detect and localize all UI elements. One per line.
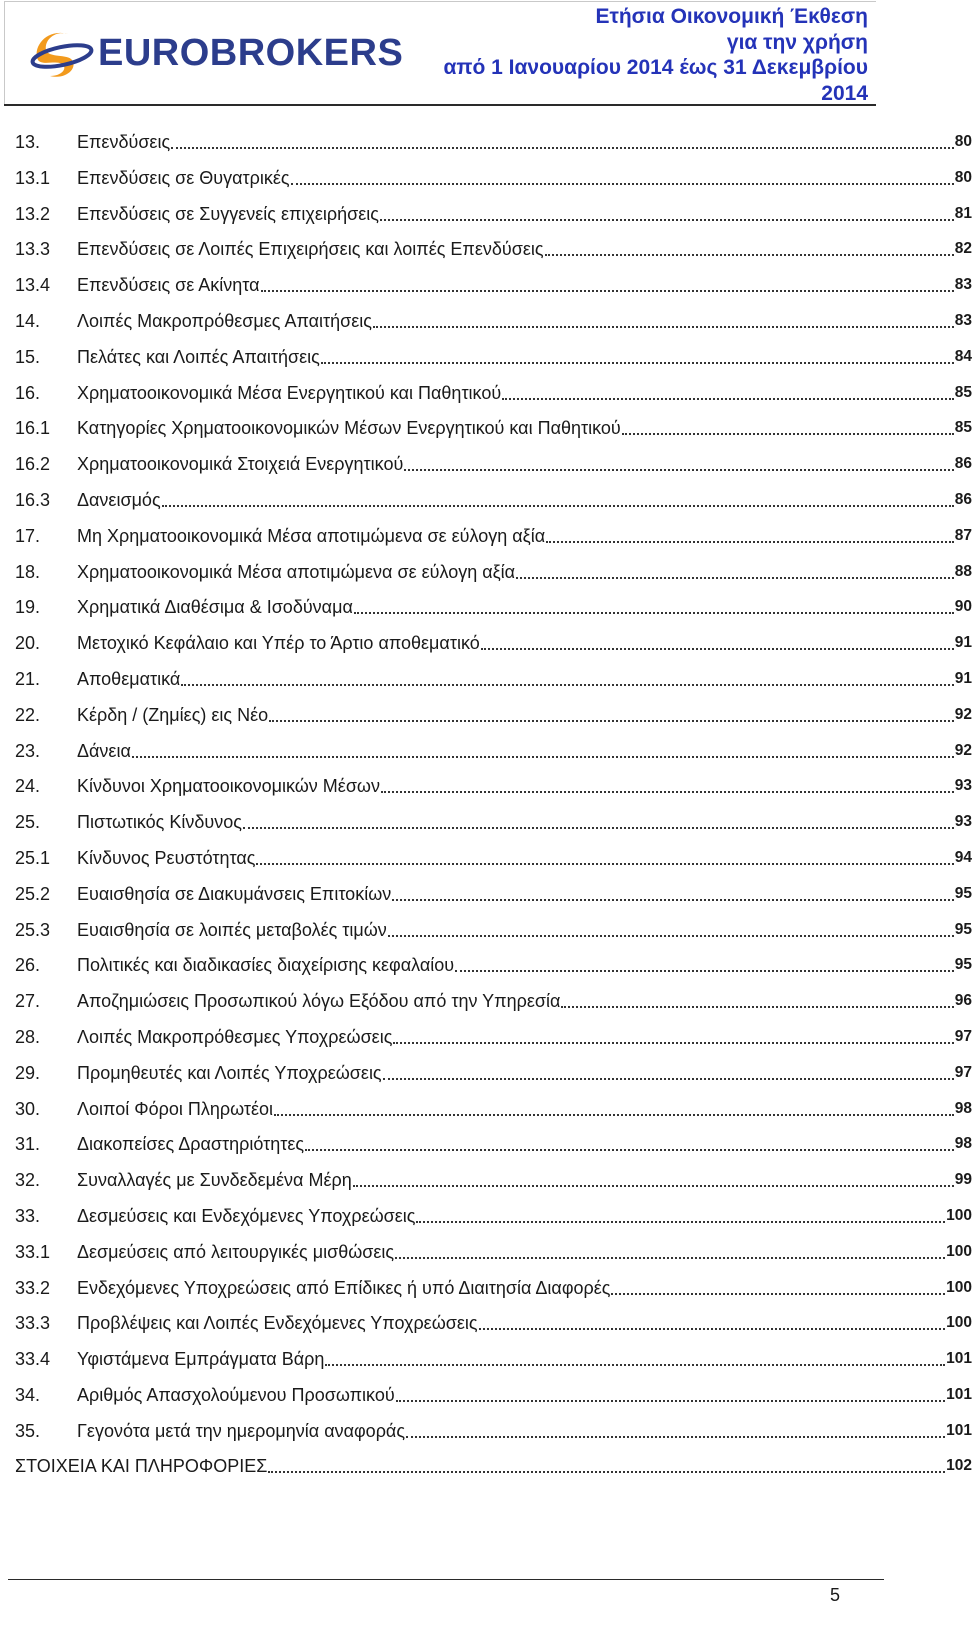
toc-dot-leader [545,231,954,267]
toc-entry-line [77,1341,972,1377]
toc-dot-leader [256,840,953,876]
toc-entry[interactable] [15,1162,972,1198]
toc-entry-number: 17. [15,525,41,546]
toc-dot-leader [383,1055,954,1091]
toc-entry-line [15,1448,972,1484]
toc-entry-number: 33.2 [15,1277,51,1298]
toc-entry-line [77,912,972,948]
toc-entry-title: Προμηθευτές και Λοιπές Υποχρεώσεις [77,1062,382,1083]
toc-entry-number: 18. [15,561,41,582]
toc-entry-page: 95 [954,884,972,902]
toc-entry-line [77,625,972,661]
toc-entry-page: 101 [946,1350,972,1368]
toc-entry-page: 101 [946,1385,972,1403]
toc-entry[interactable] [15,804,972,840]
toc-entry-number: 33.4 [15,1349,51,1370]
toc-entry-title: Επενδύσεις σε Θυγατρικές [77,167,290,188]
toc-entry-number: 27. [15,991,41,1012]
toc-entry-line [77,375,972,411]
toc-entry-page: 80 [954,168,972,186]
toc-dot-leader [622,410,954,446]
toc-dot-leader [181,661,953,697]
toc-entry-title: Κέρδη / (Ζημίες) εις Νέο [77,704,269,725]
report-title-line: Ετήσια Οικονομική Έκθεση [595,5,868,28]
toc-dot-leader [274,1091,954,1127]
toc-entry[interactable] [15,1270,972,1306]
toc-entry-page: 86 [954,455,972,473]
toc-entry-line [77,339,972,375]
toc-dot-leader [373,303,954,339]
toc-entry-title: Πελάτες και Λοιπές Απαιτήσεις [77,346,320,367]
table-of-contents [15,124,972,1484]
toc-entry-page: 95 [954,956,972,974]
toc-entry-page: 98 [954,1099,972,1117]
toc-entry-title: Ενδεχόμενες Υποχρεώσεις από Επίδικες ή υπό Διαιτησία Διαφορές [77,1277,611,1298]
toc-entry-number: 34. [15,1384,41,1405]
toc-entry[interactable] [15,1377,972,1413]
toc-entry-page: 95 [954,920,972,938]
toc-entry-title: Αριθμός Απασχολούμενου Προσωπικού [77,1384,395,1405]
toc-entry-title: Ευαισθησία σε λοιπές μεταβολές τιμών [77,919,387,940]
toc-entry-number: 20. [15,633,41,654]
toc-entry-line [77,1305,972,1341]
logo-text: EUROBROKERS [98,32,404,74]
toc-entry-title: Χρηματικά Διαθέσιμα & Ισοδύναμα [77,597,353,618]
toc-entry[interactable] [15,912,972,948]
toc-entry-title: Μετοχικό Κεφάλαιο και Υπέρ το Άρτιο αποθεματικό [77,633,480,654]
toc-entry-title: Δεσμεύσεις από λειτουργικές μισθώσεις [77,1241,395,1262]
toc-entry-title: Επενδύσεις σε Λοιπές Επιχειρήσεις και λοιπές Επενδύσεις [77,239,544,260]
toc-entry-line [77,1377,972,1413]
toc-entry-line [77,697,972,733]
toc-entry-title: Συναλλαγές με Συνδεδεμένα Μέρη [77,1170,352,1191]
header-left-rule [4,1,5,105]
toc-entry-line [77,589,972,625]
toc-entry-number: 25.1 [15,847,51,868]
toc-entry[interactable] [15,589,972,625]
toc-entry-line [77,1270,972,1306]
toc-entry-number: 35. [15,1420,41,1441]
toc-entry-page: 88 [954,562,972,580]
toc-entry-title: Χρηματοοικονομικά Στοιχειά Ενεργητικού [77,454,404,475]
toc-entry-number: 25.2 [15,883,51,904]
toc-entry-page: 80 [954,133,972,150]
toc-entry-title: Διακοπείσες Δραστηριότητες [77,1134,305,1155]
toc-entry-number: 16.2 [15,454,51,475]
toc-entry[interactable] [15,1305,972,1341]
toc-entry[interactable] [15,768,972,804]
toc-entry-title: Κίνδυνοι Χρηματοοικονομικών Μέσων [77,776,380,797]
toc-entry-title: Λοιποί Φόροι Πληρωτέοι [77,1098,274,1119]
toc-entry[interactable] [15,983,972,1019]
toc-entry-number: 13.1 [15,167,51,188]
toc-entry-page: 82 [954,240,972,258]
toc-dot-leader [502,375,954,411]
toc-dot-leader [243,804,954,840]
header-divider [4,104,876,106]
toc-entry-number: 16.3 [15,489,51,510]
report-title-line: από 1 Ιανουαρίου 2014 έως 31 Δεκεμβρίου [443,56,868,79]
toc-entry-page: 96 [954,992,972,1010]
report-title-line: 2014 [821,81,868,105]
toc-entry-line [77,876,972,912]
toc-entry[interactable] [15,410,972,446]
toc-dot-leader [291,160,954,196]
toc-dot-leader [171,124,954,160]
toc-entry-title: Επενδύσεις σε Συγγενείς επιχειρήσεις [77,203,379,224]
toc-entry-number: 21. [15,668,41,689]
toc-entry-page: 101 [946,1421,972,1439]
toc-entry-number: 25.3 [15,919,51,940]
toc-dot-leader [388,912,954,948]
toc-entry-number: 22. [15,704,41,725]
toc-dot-leader [132,733,954,769]
toc-dot-leader [261,267,954,303]
toc-entry[interactable] [15,733,972,769]
toc-entry-line [77,733,972,769]
toc-dot-leader [162,482,954,518]
toc-entry-line [77,303,972,339]
toc-entry-page: 100 [946,1278,972,1296]
toc-entry-number: 33.3 [15,1313,51,1334]
toc-entry-page: 97 [954,1027,972,1045]
toc-entry[interactable] [15,160,972,196]
toc-entry-line [77,482,972,518]
toc-dot-leader [268,1448,945,1484]
toc-entry-line [77,196,972,232]
toc-entry[interactable] [15,1234,972,1270]
toc-entry[interactable] [15,446,972,482]
toc-entry-title: Πιστωτικός Κίνδυνος [77,812,242,833]
toc-dot-leader [380,196,954,232]
toc-entry-page: 102 [946,1457,972,1475]
toc-dot-leader [354,589,954,625]
toc-entry-line [77,518,972,554]
toc-dot-leader [269,697,954,733]
toc-entry-number: 13.2 [15,203,51,224]
toc-entry-number: 19. [15,597,41,618]
toc-entry-number: 28. [15,1026,41,1047]
toc-entry-page: 98 [954,1135,972,1153]
toc-entry-line [77,267,972,303]
toc-entry-page: 100 [946,1314,972,1332]
toc-dot-leader [392,876,954,912]
toc-entry[interactable] [15,1019,972,1055]
toc-entry[interactable] [15,876,972,912]
toc-entry-line [77,1234,972,1270]
toc-entry[interactable] [15,840,972,876]
toc-entry-title: Πολιτικές και διαδικασίες διαχείρισης κεφαλαίου [77,955,455,976]
toc-dot-leader [393,1019,953,1055]
toc-entry-line [77,1091,972,1127]
toc-entry[interactable] [15,303,972,339]
toc-entry-title: Υφιστάμενα Εμπράγματα Βάρη [77,1349,325,1370]
toc-entry[interactable] [15,375,972,411]
toc-dot-leader [406,1413,945,1449]
toc-entry-page: 92 [954,705,972,723]
toc-entry-line [77,804,972,840]
toc-entry-number: 24. [15,776,41,797]
toc-entry-page: 83 [954,311,972,329]
toc-entry-line [77,554,972,590]
toc-entry-title: Μη Χρηματοοικονομικά Μέσα αποτιμώμενα σε εύλογη αξία [77,525,546,546]
toc-entry-line [77,983,972,1019]
toc-entry-line [77,840,972,876]
toc-entry-title: Κίνδυνος Ρευστότητας [77,847,256,868]
toc-entry-page: 94 [954,848,972,866]
toc-entry-page: 84 [954,347,972,365]
report-title-line: για την χρήση [726,30,868,54]
toc-entry-title: Προβλέψεις και Λοιπές Ενδεχόμενες Υποχρεώσεις [77,1313,478,1334]
toc-dot-leader [321,339,954,375]
toc-entry-line [77,768,972,804]
toc-entry[interactable] [15,661,972,697]
report-title [444,4,868,106]
toc-entry-page: 86 [954,490,972,508]
toc-entry-number: 14. [15,310,41,331]
toc-entry-title: Χρηματοοικονομικά Μέσα αποτιμώμενα σε εύλογη αξία [77,561,516,582]
toc-entry-page: 93 [954,813,972,831]
toc-entry[interactable] [15,697,972,733]
toc-entry-line [77,947,972,983]
toc-entry-page: 91 [954,669,972,687]
toc-entry-title: Λοιπές Μακροπρόθεσμες Υποχρεώσεις [77,1026,393,1047]
toc-entry-title: Δάνεια [77,740,131,761]
toc-dot-leader [381,768,954,804]
toc-entry-line [77,231,972,267]
footer-divider [8,1579,884,1580]
toc-entry-line [77,410,972,446]
toc-entry-line [77,1126,972,1162]
toc-entry[interactable] [15,1091,972,1127]
toc-entry-number: 26. [15,955,41,976]
toc-entry-line [77,446,972,482]
toc-dot-leader [395,1234,945,1270]
toc-entry-title: Δανεισμός [77,489,161,510]
toc-entry-page: 85 [954,383,972,401]
toc-dot-leader [611,1270,945,1306]
toc-entry-number: 16.1 [15,418,51,439]
toc-entry-number: 33.1 [15,1241,51,1262]
toc-entry-title: ΣΤΟΙΧΕΙΑ ΚΑΙ ΠΛΗΡΟΦΟΡΙΕΣ [15,1456,268,1477]
toc-entry-title: Λοιπές Μακροπρόθεσμες Απαιτήσεις [77,310,372,331]
toc-entry-number: 13.4 [15,275,51,296]
toc-entry-page: 85 [954,419,972,437]
toc-entry[interactable] [15,1413,972,1449]
toc-entry-page: 92 [954,741,972,759]
toc-entry-title: Αποζημιώσεις Προσωπικού λόγω Εξόδου από την Υπηρεσία [77,991,561,1012]
toc-entry-page: 100 [946,1206,972,1224]
toc-entry-page: 83 [954,276,972,294]
toc-entry-line [77,124,972,160]
toc-dot-leader [404,446,953,482]
toc-entry[interactable] [15,267,972,303]
toc-entry-number: 29. [15,1062,41,1083]
toc-entry[interactable] [15,482,972,518]
toc-dot-leader [353,1162,954,1198]
toc-entry-page: 81 [954,204,972,222]
toc-dot-leader [396,1377,945,1413]
toc-dot-leader [481,625,954,661]
toc-dot-leader [561,983,953,1019]
toc-entry-line [77,1198,972,1234]
page-header [4,0,876,106]
toc-entry[interactable] [15,339,972,375]
toc-entry-title: Δεσμεύσεις και Ενδεχόμενες Υποχρεώσεις [77,1205,416,1226]
toc-entry[interactable] [15,1341,972,1377]
toc-entry-number: 25. [15,812,41,833]
toc-entry-number: 23. [15,740,41,761]
toc-entry-page: 93 [954,777,972,795]
toc-dot-leader [455,947,954,983]
toc-dot-leader [516,554,954,590]
header-top-rule [4,1,876,2]
toc-entry-page: 99 [954,1171,972,1189]
eurobrokers-logo [28,20,404,82]
toc-entry-number: 13. [15,132,41,152]
toc-entry-page: 90 [954,598,972,616]
toc-entry[interactable] [15,231,972,267]
toc-entry[interactable] [15,1126,972,1162]
toc-entry-page: 87 [954,526,972,544]
toc-dot-leader [305,1126,954,1162]
toc-entry-number: 15. [15,346,41,367]
toc-entry[interactable] [15,196,972,232]
toc-entry-number: 30. [15,1098,41,1119]
toc-entry[interactable] [15,518,972,554]
toc-entry-title: Κατηγορίες Χρηματοοικονομικών Μέσων Ενεργητικού και Παθητικού [77,418,621,439]
toc-entry[interactable] [15,1055,972,1091]
toc-entry-number: 16. [15,382,41,403]
toc-entry-page: 100 [946,1242,972,1260]
toc-entry-title: Επενδύσεις [77,132,171,152]
toc-entry[interactable] [15,1198,972,1234]
toc-entry-line [77,1019,972,1055]
toc-entry-line [77,661,972,697]
toc-entry[interactable] [15,554,972,590]
toc-dot-leader [546,518,954,554]
toc-entry-line [77,1413,972,1449]
toc-entry-number: 33. [15,1205,41,1226]
logo-mark-icon [28,20,98,82]
toc-entry-title: Επενδύσεις σε Ακίνητα [77,275,260,296]
toc-entry-number: 13.3 [15,239,51,260]
toc-entry-title: Χρηματοοικονομικά Μέσα Ενεργητικού και Παθητικού [77,382,502,403]
toc-dot-leader [479,1305,946,1341]
page-number: 5 [829,1585,840,1605]
toc-entry-line [77,1162,972,1198]
toc-dot-leader [325,1341,945,1377]
toc-entry-page: 91 [954,634,972,652]
toc-entry-title: Αποθεματικά [77,668,181,689]
toc-entry[interactable] [15,1448,972,1484]
toc-entry-title: Γεγονότα μετά την ημερομηνία αναφοράς [77,1420,406,1441]
toc-entry-page: 97 [954,1063,972,1081]
toc-entry[interactable] [15,625,972,661]
toc-entry-line [77,1055,972,1091]
toc-entry[interactable] [15,947,972,983]
toc-entry-title: Ευαισθησία σε Διακυμάνσεις Επιτοκίων [77,883,392,904]
toc-entry[interactable] [15,124,972,160]
toc-entry-line [77,160,972,196]
toc-entry-number: 31. [15,1134,41,1155]
toc-dot-leader [416,1198,945,1234]
toc-entry-number: 32. [15,1170,41,1191]
